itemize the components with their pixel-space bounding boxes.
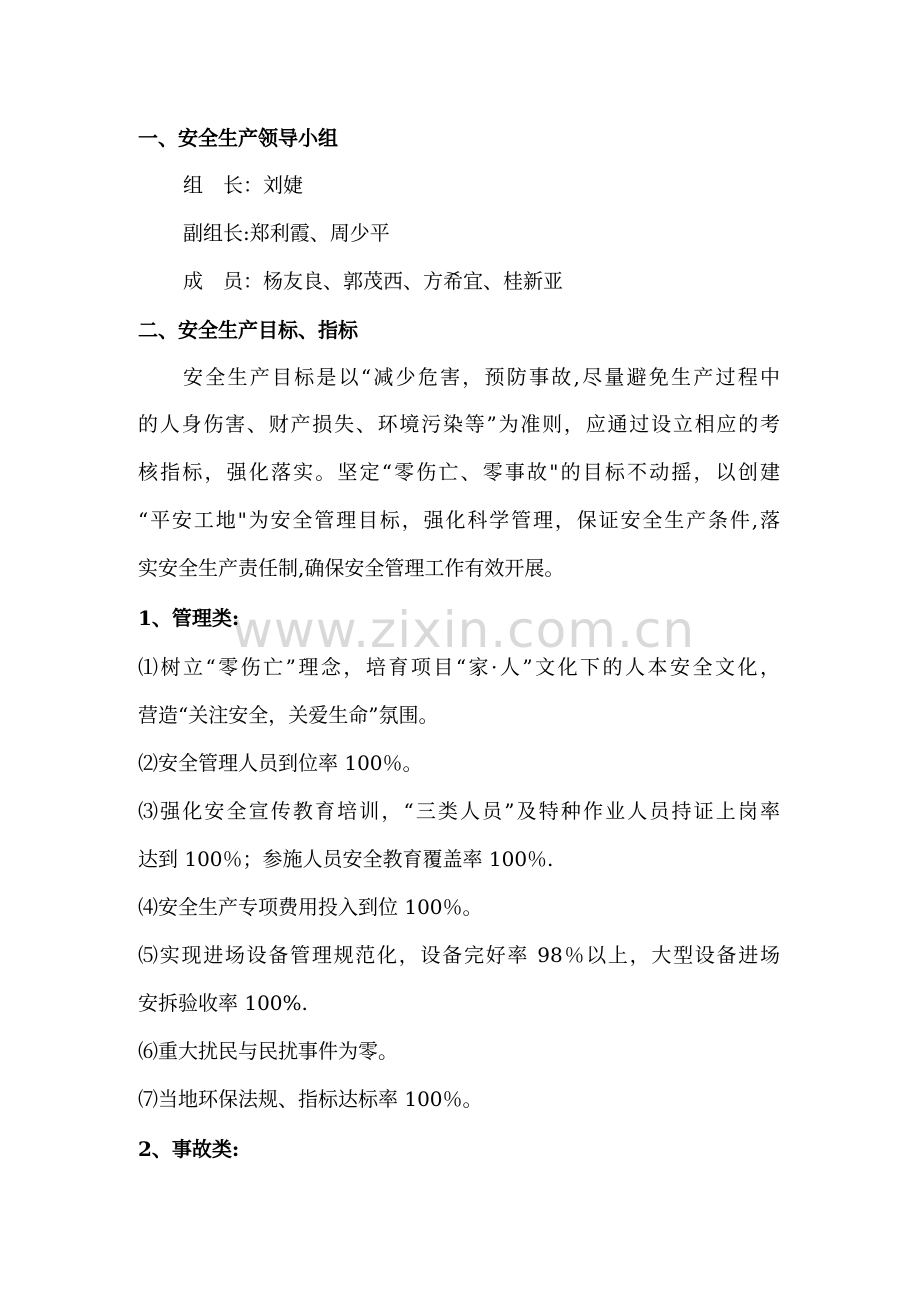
watermark: www.zixin.com.cn bbox=[232, 601, 696, 659]
management-item: ⑷安全生产专项费用投入到位 100％。 bbox=[138, 895, 483, 919]
paragraph-line: 核指标，强化落实。坚定“零伤亡、零事故"的目标不动摇，以创建 bbox=[138, 460, 780, 484]
management-item: 营造“关注安全，关爱生命”氛围。 bbox=[138, 703, 439, 727]
management-item: 达到 100％；参施人员安全教育覆盖率 100％. bbox=[138, 847, 554, 871]
section2-heading: 二、安全生产目标、指标 bbox=[138, 318, 358, 342]
management-item: ⑺当地环保法规、指标达标率 100％。 bbox=[138, 1087, 483, 1111]
management-item: ⑶强化安全宣传教育培训，“三类人员”及特种作业人员持证上岗率 bbox=[138, 799, 780, 823]
paragraph-line: 的人身伤害、财产损失、环境污染等”为准则，应通过设立相应的考 bbox=[138, 412, 780, 436]
management-item: ⑵安全管理人员到位率 100％。 bbox=[138, 751, 423, 775]
section1-heading: 一、安全生产领导小组 bbox=[138, 126, 338, 150]
management-item: ⑹重大扰民与民扰事件为零。 bbox=[138, 1039, 398, 1063]
management-item: ⑸实现进场设备管理规范化，设备完好率 98％以上，大型设备进场 bbox=[138, 943, 780, 967]
management-heading: 1、管理类: bbox=[138, 606, 240, 630]
paragraph-line: 实安全生产责任制,确保安全管理工作有效开展。 bbox=[138, 556, 565, 580]
management-item: ⑴树立“零伤亡”理念，培育项目“家·人”文化下的人本安全文化， bbox=[138, 655, 780, 679]
paragraph-line: 安全生产目标是以“减少危害，预防事故,尽量避免生产过程中 bbox=[183, 365, 780, 389]
deputy-leader-line: 副组长:郑利霞、周少平 bbox=[183, 221, 390, 245]
accident-heading: 2、事故类: bbox=[138, 1137, 240, 1161]
members-line: 成 员：杨友良、郭茂西、方希宜、桂新亚 bbox=[183, 269, 563, 293]
management-item: 安拆验收率 100%. bbox=[138, 991, 308, 1015]
group-leader-line: 组 长：刘婕 bbox=[183, 173, 303, 197]
paragraph-line: “平安工地"为安全管理目标，强化科学管理，保证安全生产条件,落 bbox=[138, 508, 780, 532]
